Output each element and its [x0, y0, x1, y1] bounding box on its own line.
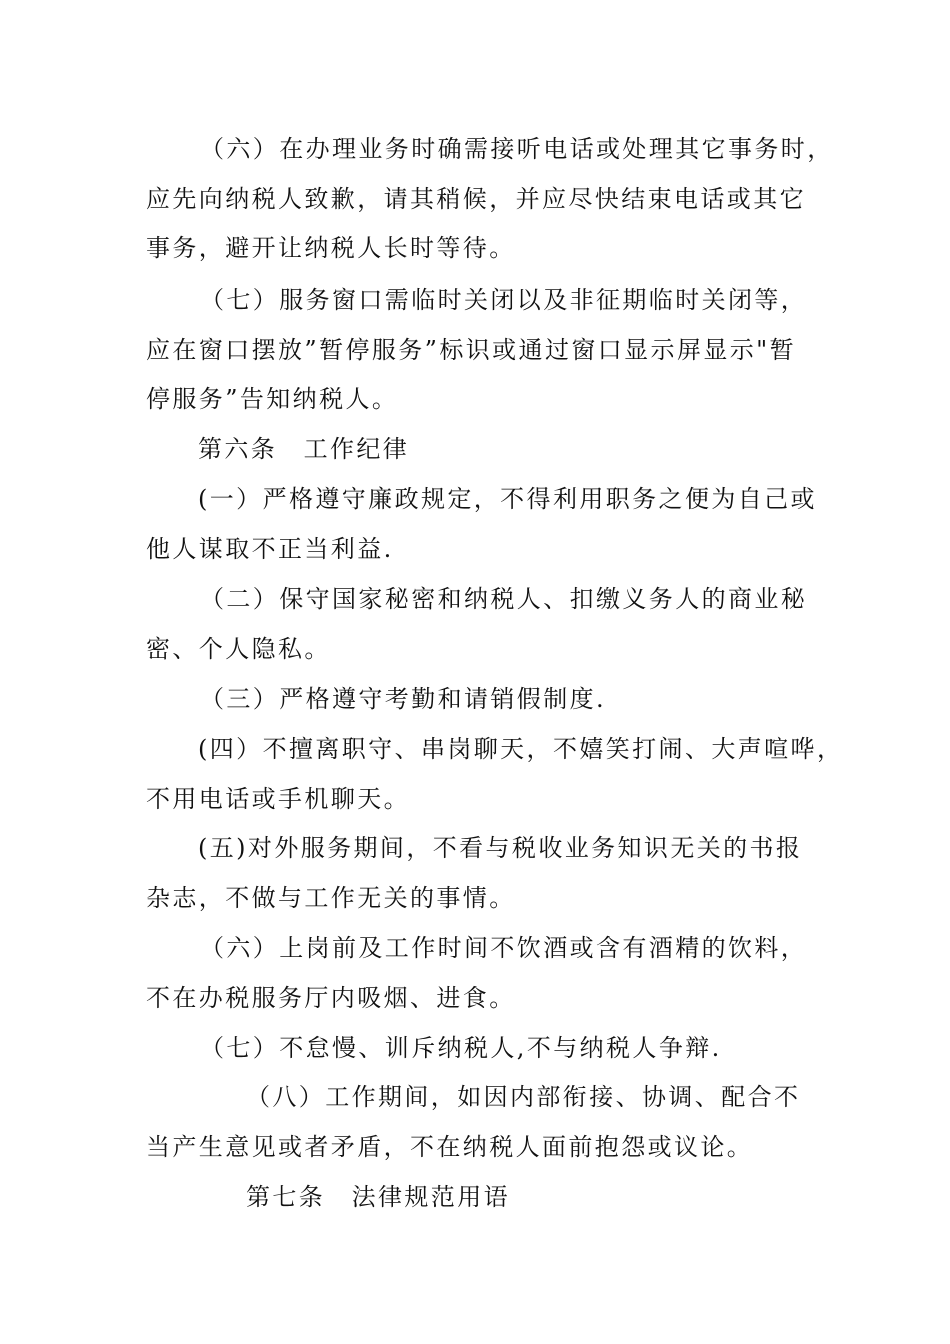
paragraph-7-line-3: 停服务”告知纳税人。: [146, 385, 399, 413]
article-6-item-4-line-1: (四）不擅离职守、串岗聊天，不嬉笑打闹、大声喧哗，: [198, 735, 844, 763]
paragraph-7-line-1: （七）服务窗口需临时关闭以及非征期临时关闭等，: [200, 286, 808, 314]
article-6-item-3: （三）严格遵守考勤和请销假制度.: [200, 685, 607, 713]
article-6-item-8-line-1: （八）工作期间，如因内部衔接、协调、配合不: [246, 1083, 801, 1111]
paragraph-6-line-1: （六）在办理业务时确需接听电话或处理其它事务时，: [200, 135, 834, 163]
article-7-heading: 第七条 法律规范用语: [246, 1183, 510, 1211]
article-6-item-2-line-1: （二）保守国家秘密和纳税人、扣缴义务人的商业秘: [200, 585, 808, 613]
article-6-item-8-line-2: 当产生意见或者矛盾，不在纳税人面前抱怨或议论。: [146, 1133, 754, 1161]
article-6-item-6-line-1: （六）上岗前及工作时间不饮酒或含有酒精的饮料，: [200, 934, 808, 962]
article-6-item-4-line-2: 不用电话或手机聊天。: [146, 785, 410, 813]
article-6-item-1-line-2: 他人谋取不正当利益.: [146, 535, 394, 563]
article-6-item-5-line-2: 杂志，不做与工作无关的事情。: [146, 884, 516, 912]
article-6-item-1-line-1: (一）严格遵守廉政规定，不得利用职务之便为自己或: [198, 485, 817, 513]
paragraph-6-line-2: 应先向纳税人致歉，请其稍候，并应尽快结束电话或其它: [146, 185, 806, 213]
article-6-heading: 第六条 工作纪律: [198, 435, 410, 463]
article-6-item-6-line-2: 不在办税服务厅内吸烟、进食。: [146, 984, 516, 1012]
paragraph-7-line-2: 应在窗口摆放”暂停服务”标识或通过窗口显示屏显示"暂: [146, 336, 796, 364]
article-6-item-5-line-1: (五)对外服务期间，不看与税收业务知识无关的书报: [198, 834, 803, 862]
paragraph-6-line-3: 事务，避开让纳税人长时等待。: [146, 234, 516, 262]
article-6-item-7: （七）不怠慢、训斥纳税人,不与纳税人争辩.: [200, 1034, 722, 1062]
article-6-item-2-line-2: 密、个人隐私。: [146, 635, 331, 663]
